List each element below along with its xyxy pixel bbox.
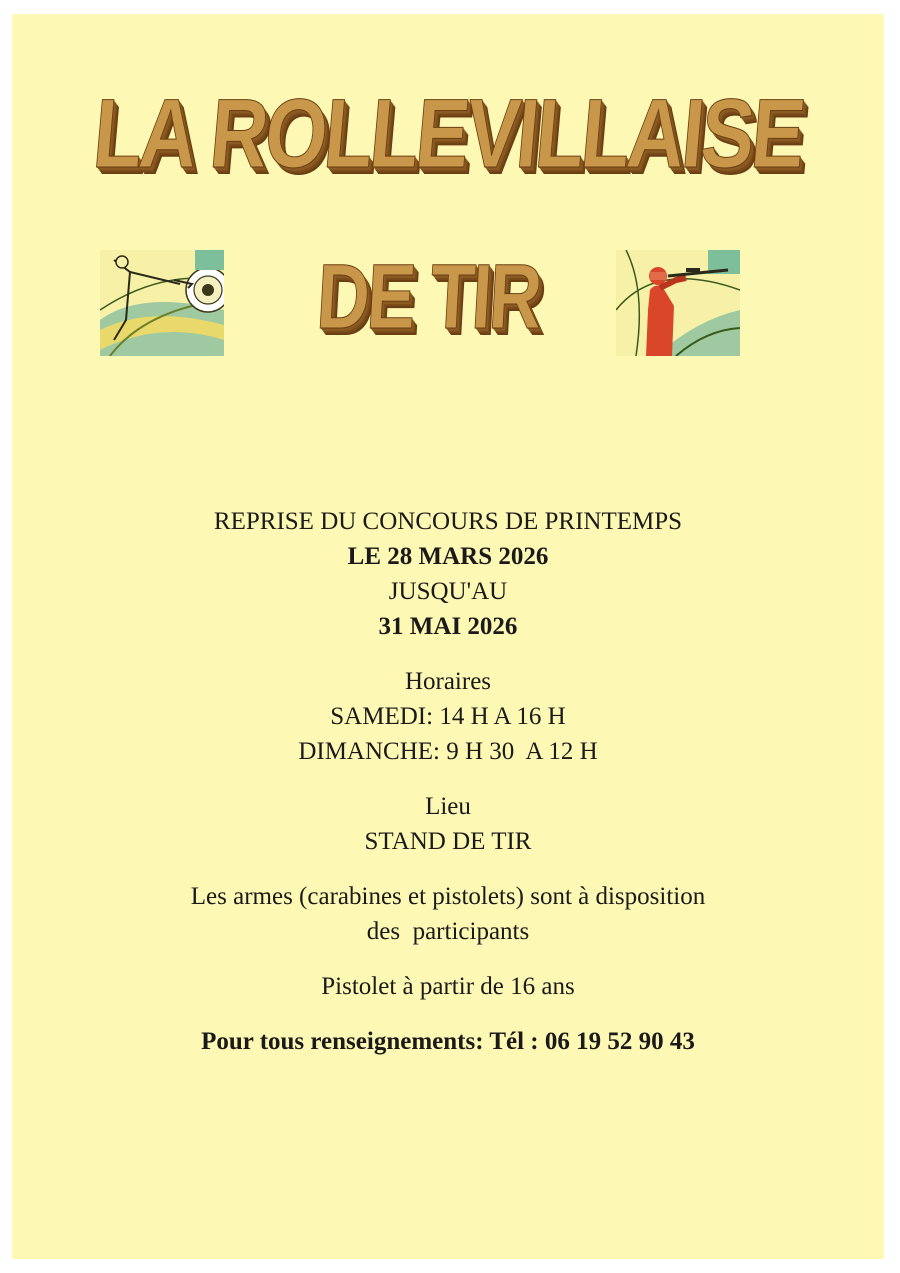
event-details — [12, 504, 884, 1059]
schedule-saturday: SAMEDI: 14 H A 16 H — [330, 703, 566, 730]
schedule-sunday: DIMANCHE: 9 H 30 A 12 H — [298, 738, 598, 765]
event-headline: REPRISE DU CONCOURS DE PRINTEMPS — [213, 508, 683, 535]
flyer-page — [12, 14, 884, 1259]
club-subtitle: DE TIR — [314, 246, 542, 348]
contact-info: Pour tous renseignements: Tél : 06 19 52 90 43 — [201, 1028, 695, 1055]
age-note: Pistolet à partir de 16 ans — [321, 973, 575, 1000]
archer-target-icon — [100, 250, 224, 356]
club-title: LA ROLLEVILLAISE — [89, 78, 807, 188]
weapons-note-line1: Les armes (carabines et pistolets) sont à disposition — [190, 883, 706, 910]
event-start-date: LE 28 MARS 2026 — [347, 543, 549, 570]
weapons-note-line2: des participants — [366, 918, 530, 945]
location-place: STAND DE TIR — [364, 828, 532, 855]
location-label: Lieu — [425, 793, 471, 820]
event-end-date: 31 MAI 2026 — [378, 613, 518, 640]
event-until: JUSQU'AU — [388, 578, 508, 605]
rifle-shooter-icon — [616, 250, 740, 356]
schedule-label: Horaires — [404, 668, 492, 695]
